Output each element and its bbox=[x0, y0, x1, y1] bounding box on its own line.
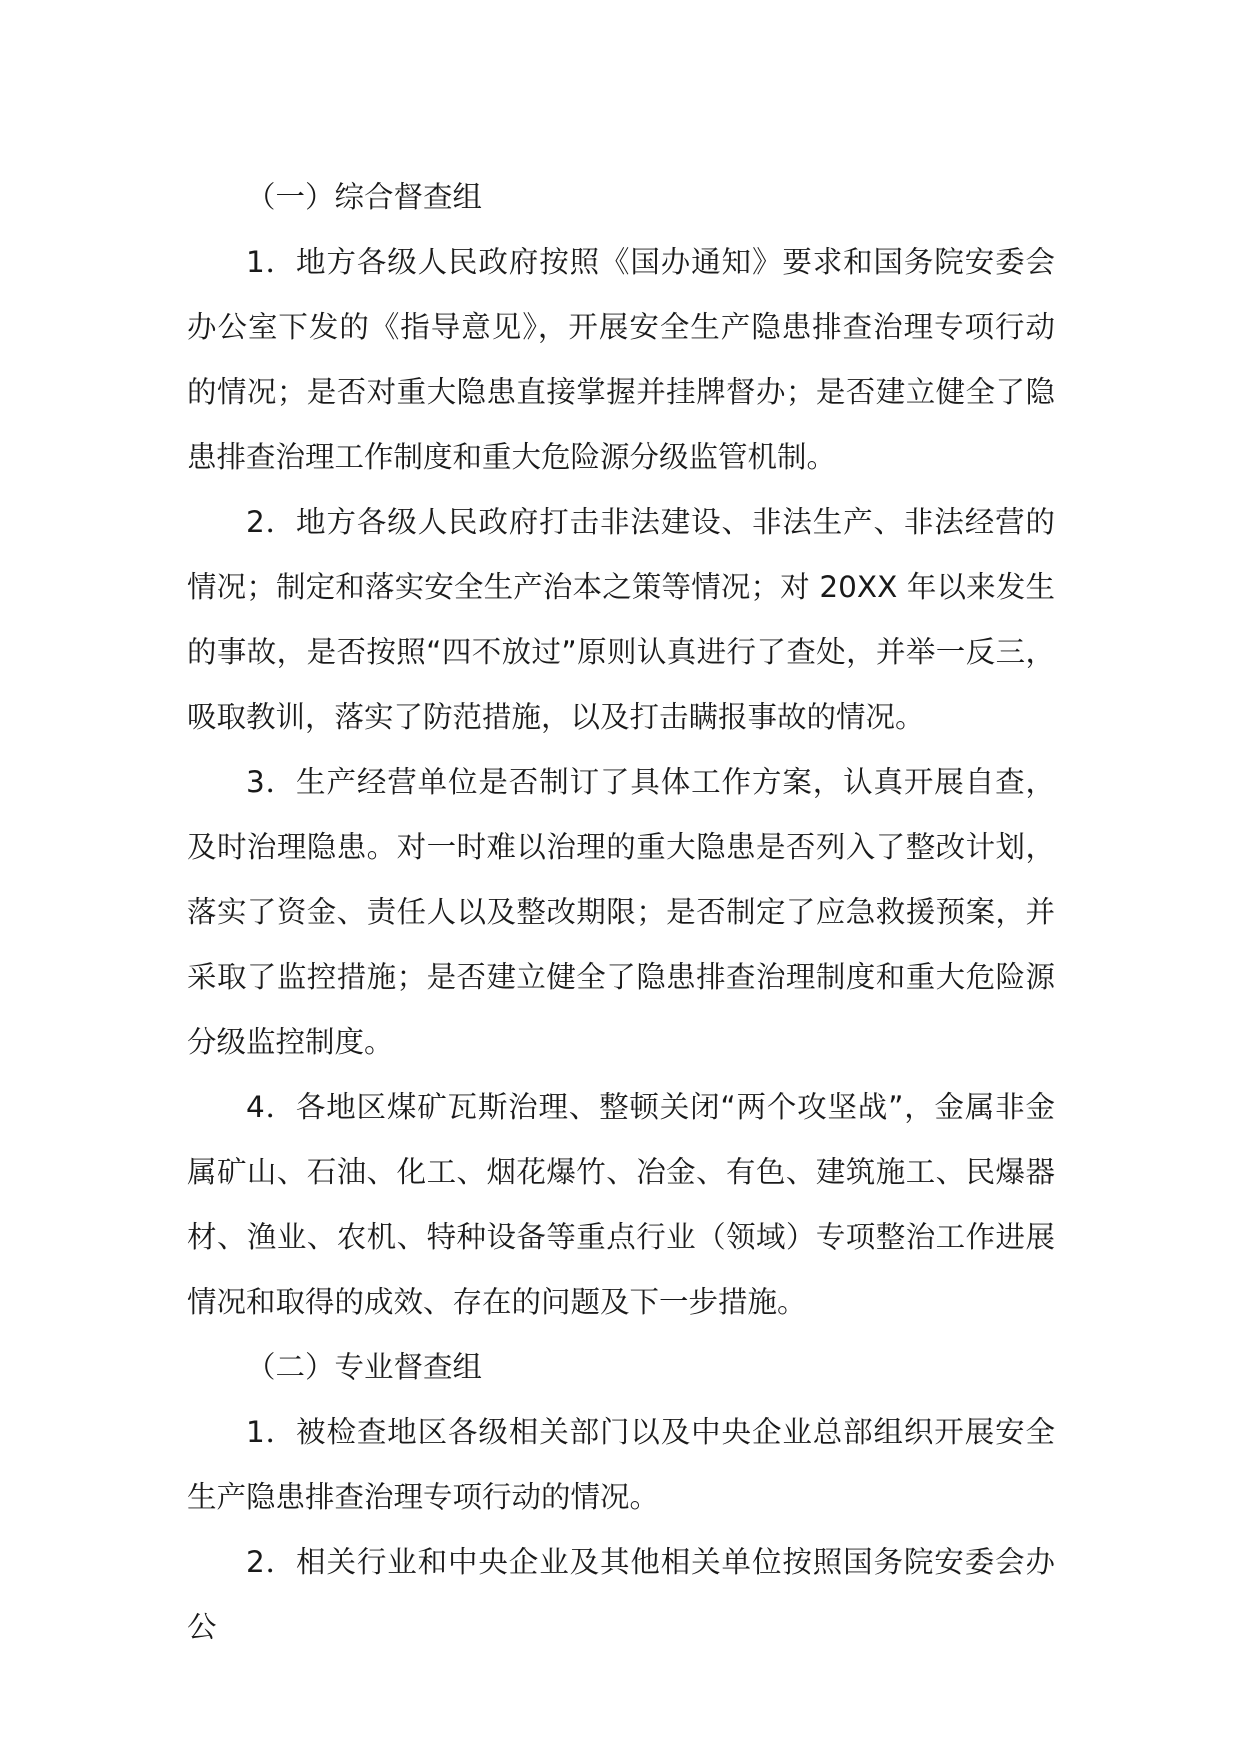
section-heading-comprehensive: （一）综合督查组 bbox=[246, 180, 483, 214]
paragraph-item-4: 4．各地区煤矿瓦斯治理、整顿关闭“两个攻坚战”，金属非金属矿山、石油、化工、烟花爆竹、冶金、有色、建筑施工、民爆器材、渔业、农机、特种设备等重点行业（领域）专项整治工作进展情况和取得的成效、存在的问题及下一步措施。 bbox=[187, 1090, 1055, 1319]
paragraph-professional-item-2: 2．相关行业和中央企业及其他相关单位按照国务院安委会办公 bbox=[187, 1545, 1055, 1644]
document-body bbox=[187, 165, 1055, 1660]
paragraph-item-1: 1．地方各级人民政府按照《国办通知》要求和国务院安委会办公室下发的《指导意见》，开展安全生产隐患排查治理专项行动的情况；是否对重大隐患直接掌握并挂牌督办；是否建立健全了隐患排查治理工作制度和重大危险源分级监管机制。 bbox=[187, 245, 1055, 474]
paragraph-professional-item-1: 1．被检查地区各级相关部门以及中央企业总部组织开展安全生产隐患排查治理专项行动的情况。 bbox=[187, 1415, 1055, 1514]
paragraph-item-3: 3．生产经营单位是否制订了具体工作方案，认真开展自查，及时治理隐患。对一时难以治理的重大隐患是否列入了整改计划，落实了资金、责任人以及整改期限；是否制定了应急救援预案，并采取了监控措施；是否建立健全了隐患排查治理制度和重大危险源分级监控制度。 bbox=[187, 765, 1055, 1059]
paragraph-item-2: 2．地方各级人民政府打击非法建设、非法生产、非法经营的情况；制定和落实安全生产治本之策等情况；对 20XX 年以来发生的事故，是否按照“四不放过”原则认真进行了查处，并举一反三，吸取教训，落实了防范措施，以及打击瞒报事故的情况。 bbox=[187, 505, 1055, 734]
section-heading-professional: （二）专业督查组 bbox=[246, 1350, 483, 1384]
